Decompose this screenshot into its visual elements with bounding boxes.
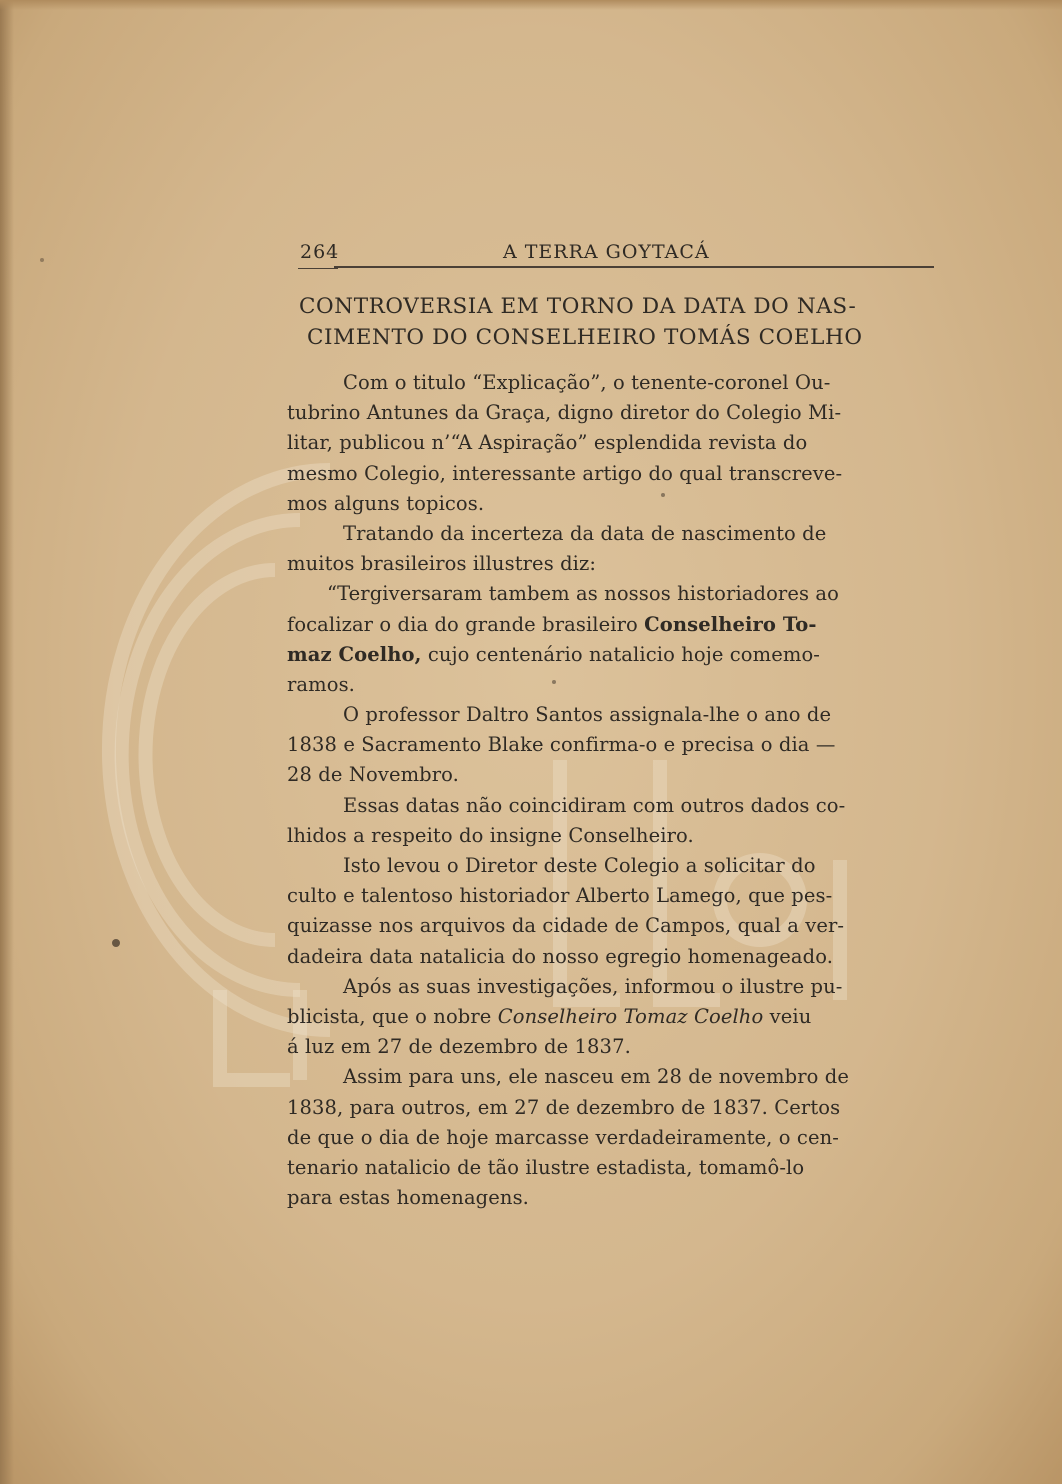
text-line: culto e talentoso historiador Alberto Lamego, que pes-: [287, 884, 833, 908]
title-line: CIMENTO DO CONSELHEIRO TOMÁS COELHO: [307, 325, 863, 350]
quote-text: focalizar o dia do grande brasileiro: [287, 612, 645, 636]
text-line: O professor Daltro Santos assignala-lhe o ano de: [343, 703, 832, 727]
text-line: Tratando da incerteza da data de nascimento de: [343, 521, 827, 545]
text-line: quizasse nos arquivos da cidade de Campos, qual a ver-: [287, 914, 845, 938]
quote-line: “Tergiversaram tambem as nossos historiadores ao: [327, 582, 839, 606]
quote-text: cujo centenário natalicio hoje comemo-: [421, 642, 820, 666]
text-line: litar, publicou n’“A Aspiração” esplendida revista do: [287, 431, 808, 455]
bold-name: maz Coelho,: [287, 642, 422, 666]
text-line: 1838 e Sacramento Blake confirma-o e precisa o dia —: [287, 733, 836, 757]
text-line: Com o titulo “Explicação”, o tenente-coronel Ou-: [343, 371, 831, 394]
italic-name: Conselheiro Tomaz Coelho: [497, 1004, 764, 1028]
quote-line: ramos.: [287, 672, 355, 696]
text-line: [287, 1002, 947, 1032]
text-line: á luz em 27 de dezembro de 1837.: [287, 1035, 631, 1059]
text-line: 28 de Novembro.: [287, 763, 459, 787]
text-line: Assim para uns, ele nasceu em 28 de novembro de: [343, 1065, 849, 1089]
text-line: para estas homenagens.: [287, 1186, 529, 1210]
text-line: Após as suas investigações, informou o ilustre pu-: [343, 974, 843, 998]
page-top-shadow: [0, 0, 1062, 10]
running-header: [298, 241, 938, 271]
text-line: 1838, para outros, em 27 de dezembro de 1837. Certos: [287, 1095, 841, 1119]
header-underline-short: [298, 268, 338, 269]
article-title: [287, 291, 937, 353]
page-number: 264: [300, 241, 340, 263]
page-edge-shadow: [0, 0, 14, 1484]
text-line: tubrino Antunes da Graça, digno diretor do Colegio Mi-: [287, 401, 842, 425]
running-title: A TERRA GOYTACÁ: [503, 241, 710, 263]
text-line: Isto levou o Diretor deste Colegio a solicitar do: [343, 854, 816, 877]
text-line: tenario natalicio de tão ilustre estadista, tomamô-lo: [287, 1155, 805, 1179]
text-line: lhidos a respeito do insigne Conselheiro.: [287, 823, 694, 847]
title-line: CONTROVERSIA EM TORNO DA DATA DO NAS-: [299, 294, 857, 319]
bold-name: Conselheiro To-: [644, 612, 817, 636]
text-span: veiu: [763, 1004, 812, 1028]
text-span: blicista, que o nobre: [287, 1004, 498, 1028]
text-line: de que o dia de hoje marcasse verdadeiramente, o cen-: [287, 1125, 839, 1149]
article-body: [287, 368, 947, 1213]
quote-line: [287, 640, 947, 670]
ink-speck: [112, 939, 120, 947]
header-rule: [334, 266, 934, 268]
text-line: muitos brasileiros illustres diz:: [287, 552, 597, 576]
quote-line: [287, 610, 947, 640]
text-line: mos alguns topicos.: [287, 491, 485, 515]
ink-speck: [40, 258, 44, 262]
text-line: mesmo Colegio, interessante artigo do qual transcreve-: [287, 461, 843, 485]
text-line: Essas datas não coincidiram com outros dados co-: [343, 793, 846, 817]
text-line: dadeira data natalicia do nosso egregio homenageado.: [287, 944, 834, 968]
